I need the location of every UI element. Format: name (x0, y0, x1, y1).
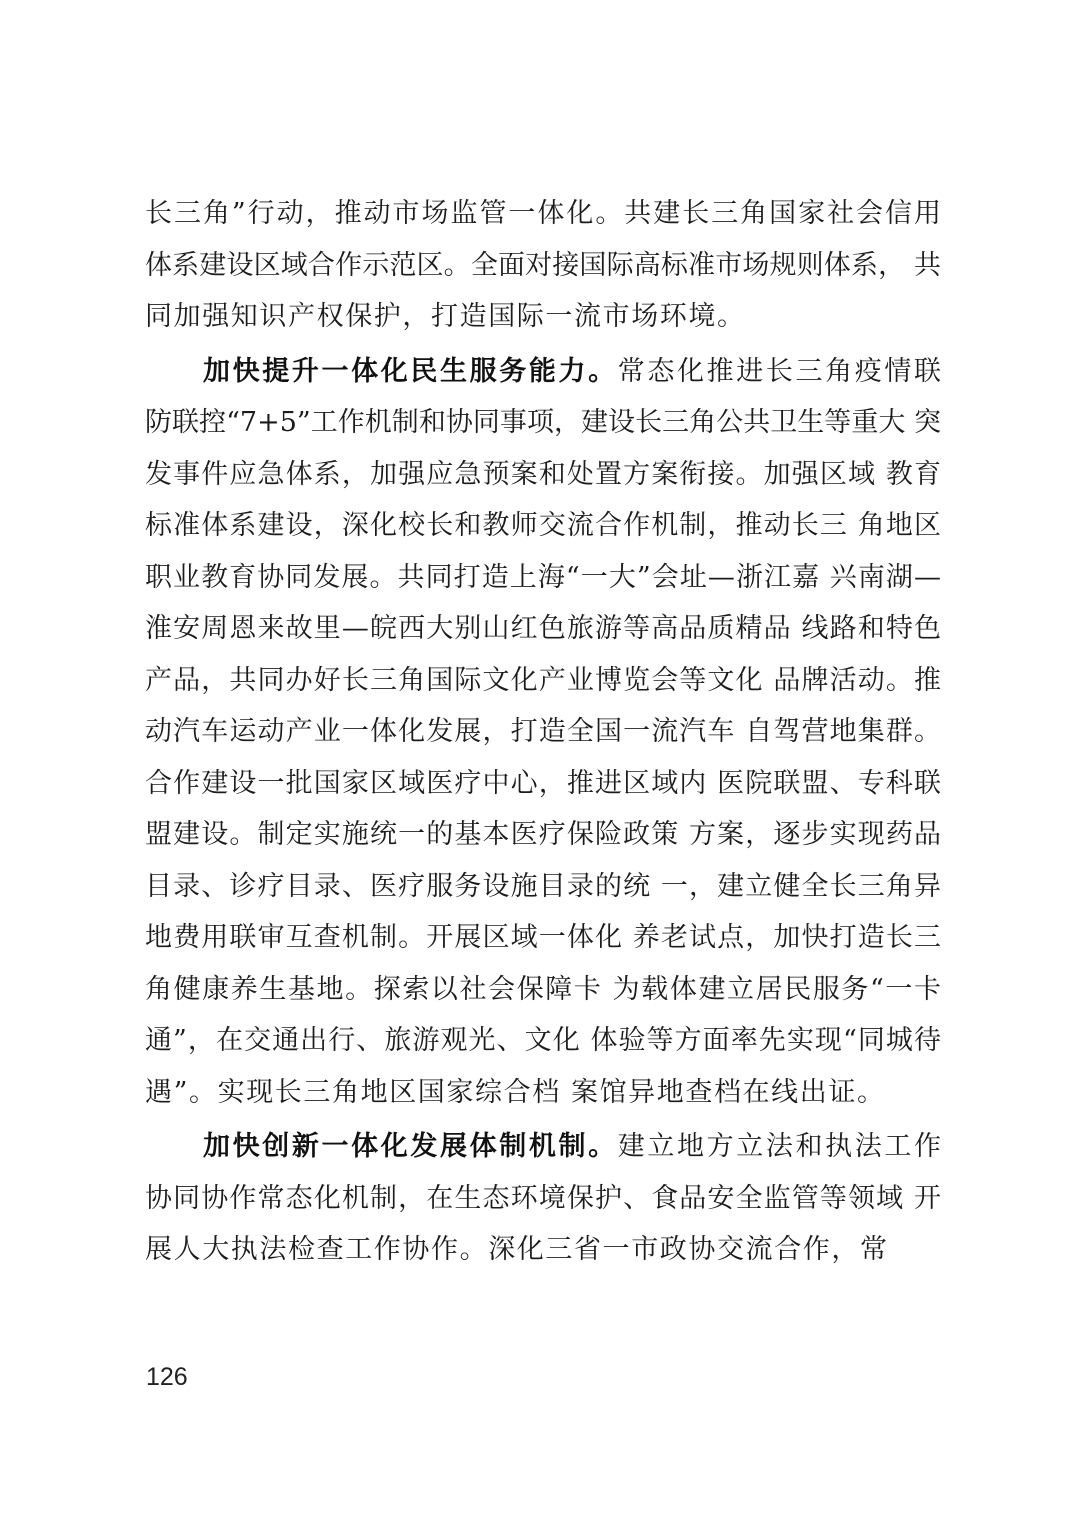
text-line: 盟建设。制定实施统一的基本医疗保险政策 方案，逐步实现药品 (145, 819, 941, 850)
paragraph-public-services (145, 346, 941, 1119)
text-line: 体系建设区域合作示范区。全面对接国际高标准市场规则体系， 共 (145, 249, 941, 281)
text-line: 协同协作常态化机制，在生态环境保护、食品安全监管等领域 开 (145, 1182, 941, 1214)
text-line (145, 346, 941, 398)
text-line: 角健康养生基地。探索以社会保障卡 为载体建立居民服务“一卡 (145, 973, 941, 1005)
text-line: 标准体系建设，深化校长和教师交流合作机制，推动长三 角地区 (145, 510, 941, 541)
text-line: 地费用联审互查机制。开展区域一体化 养老试点，加快打造长三 (145, 922, 941, 953)
paragraph-institutional-mechanisms (145, 1121, 941, 1276)
text-line: 职业教育协同发展。共同打造上海“一大”会址—浙江嘉 兴南湖— (145, 561, 941, 593)
section-heading: 加快创新一体化发展体制机制。 (203, 1131, 618, 1162)
text-line: 动汽车运动产业一体化发展，打造全国一流汽车 自驾营地集群。 (145, 716, 941, 747)
text-span: 常态化推进长三角疫情联 (617, 355, 941, 387)
text-line: 同加强知识产权保护，打造国际一流市场环境。 (145, 301, 746, 332)
text-line: 发事件应急体系，加强应急预案和处置方案衔接。加强区域 教育 (145, 458, 941, 490)
text-line: 通”，在交通出行、旅游观光、文化 体验等方面率先实现“同城待 (145, 1025, 941, 1056)
document-body (145, 188, 941, 1276)
section-heading: 加快提升一体化民生服务能力。 (203, 355, 618, 387)
text-line: 淮安周恩来故里—皖西大别山红色旅游等高品质精品 线路和特色 (145, 613, 941, 644)
paragraph-market-regulation (145, 188, 941, 343)
text-line: 合作建设一批国家区域医疗中心，推进区域内 医院联盟、专科联 (145, 767, 941, 799)
text-line: 遇”。实现长三角地区国家综合档 案馆异地查档在线出证。 (145, 1076, 886, 1108)
page-number: 126 (146, 1363, 188, 1391)
text-line: 展人大执法检查工作协作。深化三省一市政协交流合作，常 (145, 1234, 889, 1265)
text-span: 建立地方立法和执法工作 (617, 1131, 941, 1162)
text-line: 目录、诊疗目录、医疗服务设施目录的统 一，建立健全长三角异 (145, 870, 941, 902)
text-line (145, 1121, 941, 1173)
text-line: 产品，共同办好长三角国际文化产业博览会等文化 品牌活动。推 (145, 664, 941, 696)
text-line: 长三角”行动，推动市场监管一体化。共建长三角国家社会信用 (145, 198, 941, 229)
text-line: 防联控“7+5”工作机制和协同事项，建设长三角公共卫生等重大 突 (145, 407, 941, 438)
